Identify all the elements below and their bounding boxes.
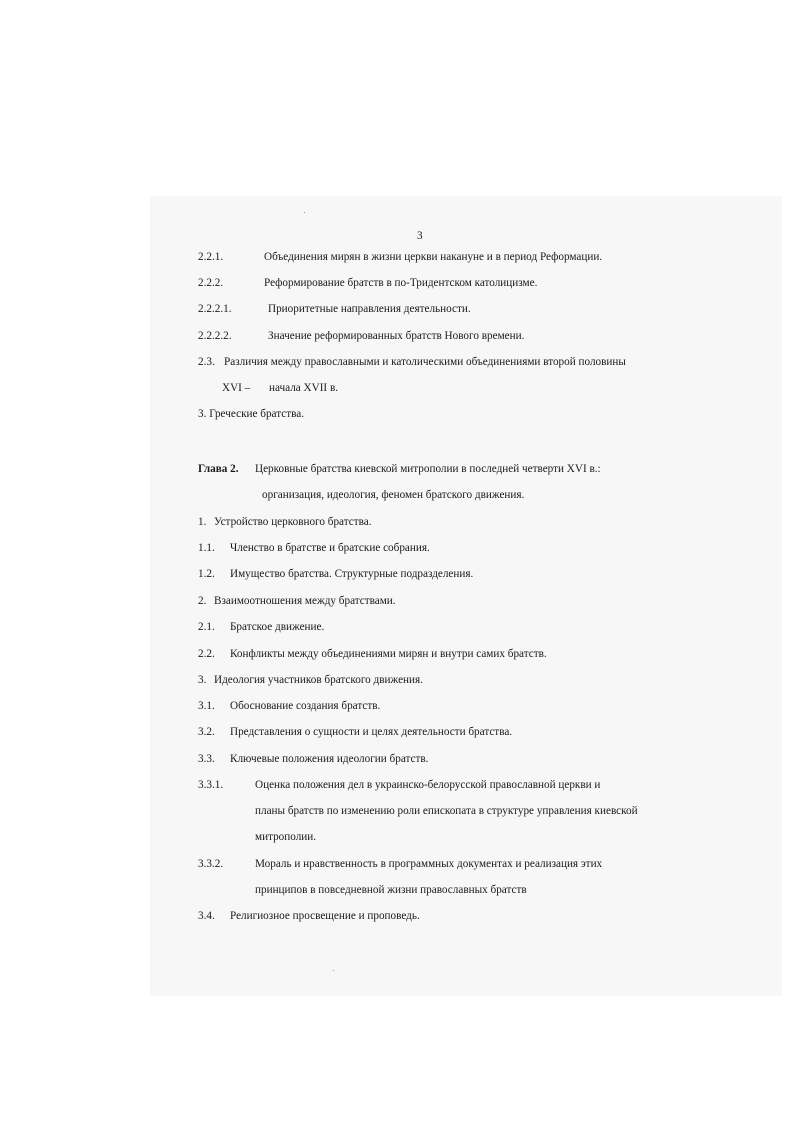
toc-text: Ключевые положения идеологии братств. <box>230 753 429 765</box>
toc-text: Значение реформированных братств Нового времени. <box>268 330 525 342</box>
toc-num: 3.3.2. <box>198 858 224 870</box>
toc-num: 2. <box>198 595 207 607</box>
toc-text: 3. Греческие братства. <box>198 408 304 420</box>
toc-num: 3.3. <box>198 753 215 765</box>
scan-speck <box>304 212 305 213</box>
page-number: 3 <box>417 230 423 242</box>
toc-text: Имущество братства. Структурные подразделения. <box>230 568 474 580</box>
chapter-label: Глава 2. <box>198 463 239 475</box>
toc-text-continued: принципов в повседневной жизни православных братств <box>255 884 527 896</box>
toc-num: XVI – <box>222 382 251 394</box>
toc-num: 3.2. <box>198 726 215 738</box>
toc-text: Приоритетные направления деятельности. <box>268 303 471 315</box>
toc-num: 2.2.1. <box>198 251 224 263</box>
toc-text: Различия между православными и католическими объединениями второй половины <box>224 356 626 368</box>
toc-text: Мораль и нравственность в программных документах и реализация этих <box>255 858 603 870</box>
toc-text: Конфликты между объединениями мирян и внутри самих братств. <box>230 648 547 660</box>
toc-text-continued: митрополии. <box>255 831 317 843</box>
toc-text: Оценка положения дел в украинско-белорусской православной церкви и <box>255 779 601 791</box>
toc-text: Объединения мирян в жизни церкви накануне и в период Реформации. <box>264 251 603 263</box>
toc-text: начала XVII в. <box>269 382 339 394</box>
toc-text-continued: планы братств по изменению роли епископата в структуре управления киевской <box>255 805 638 817</box>
toc-num: 2.2.2.1. <box>198 303 232 315</box>
toc-text: Братское движение. <box>230 621 325 633</box>
chapter-subtitle: организация, идеология, феномен братского движения. <box>262 489 525 501</box>
toc-num: 1. <box>198 516 207 528</box>
toc-text: Идеология участников братского движения. <box>214 674 423 686</box>
toc-text: Религиозное просвещение и проповедь. <box>230 910 420 922</box>
toc-num: 2.2. <box>198 648 215 660</box>
toc-text: Реформирование братств в по-Тридентском католицизме. <box>264 277 538 289</box>
toc-text: Обоснование создания братств. <box>230 700 381 712</box>
chapter-title: Церковные братства киевской митрополии в последней четверти XVI в.: <box>255 463 601 475</box>
toc-num: 3.3.1. <box>198 779 224 791</box>
toc-text: Взаимоотношения между братствами. <box>214 595 396 607</box>
toc-text: Представления о сущности и целях деятельности братства. <box>230 726 513 738</box>
toc-num: 2.2.2. <box>198 277 224 289</box>
toc-text: Членство в братстве и братские собрания. <box>230 542 430 554</box>
toc-num: 1.2. <box>198 568 215 580</box>
toc-num: 3. <box>198 674 207 686</box>
toc-num: 3.1. <box>198 700 215 712</box>
toc-num: 3.4. <box>198 910 215 922</box>
scan-speck <box>333 970 334 971</box>
toc-num: 2.3. <box>198 356 215 368</box>
toc-text: Устройство церковного братства. <box>214 516 372 528</box>
toc-num: 1.1. <box>198 542 215 554</box>
toc-num: 2.1. <box>198 621 215 633</box>
toc-num: 2.2.2.2. <box>198 330 232 342</box>
